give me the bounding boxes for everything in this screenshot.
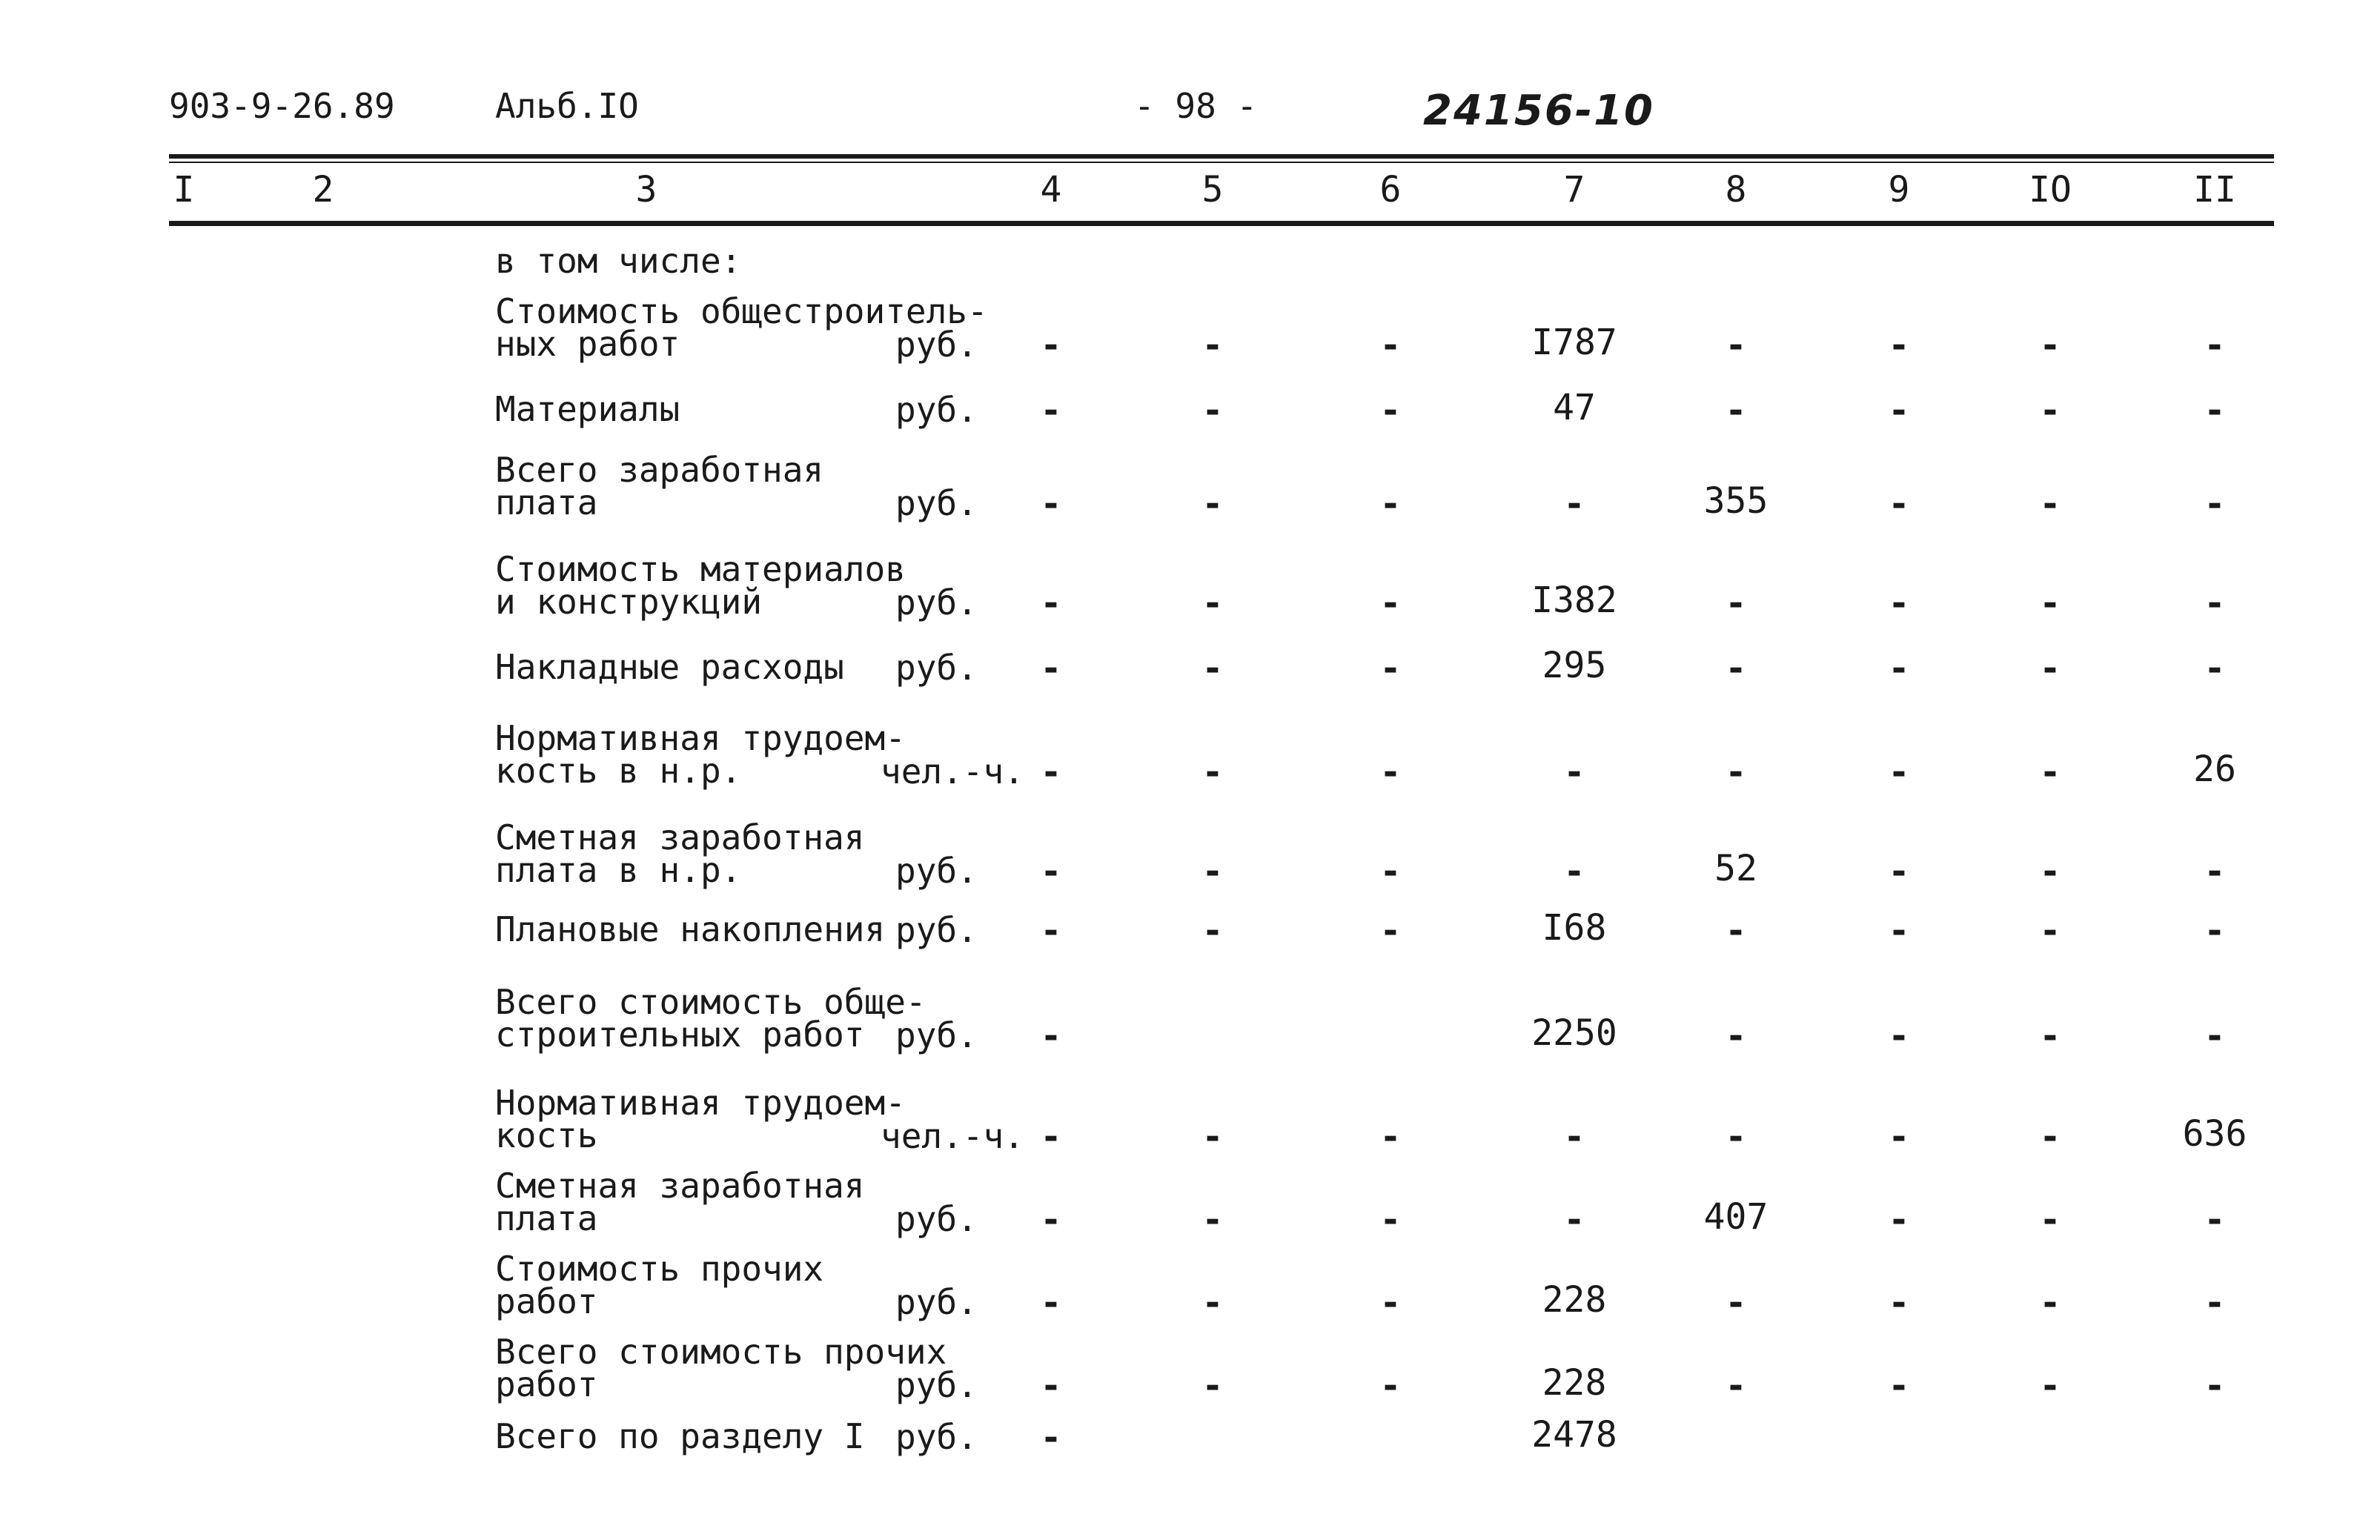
row-label: Стоимость общестроитель- bbox=[495, 291, 988, 331]
empty-cell-dash: - bbox=[1040, 1282, 1062, 1324]
empty-cell-dash: - bbox=[2204, 390, 2226, 431]
empty-cell-dash: - bbox=[1888, 483, 1910, 525]
column-number-10: IO bbox=[2029, 169, 2072, 210]
empty-cell-dash: - bbox=[1201, 583, 1224, 624]
empty-cell-dash: - bbox=[1725, 1015, 1747, 1057]
row-label: Всего стоимость прочих bbox=[495, 1332, 947, 1372]
row-unit: руб. bbox=[895, 325, 978, 365]
empty-cell-dash: - bbox=[1725, 1365, 1747, 1407]
row-unit: руб. bbox=[895, 1365, 978, 1405]
empty-cell-dash: - bbox=[1379, 648, 1402, 689]
row-label: Накладные расходы bbox=[495, 647, 844, 687]
empty-cell-dash: - bbox=[1040, 1199, 1062, 1241]
row-unit: руб. bbox=[895, 910, 978, 950]
handwritten-number: 24156-10 bbox=[1423, 87, 1654, 135]
header-bottom-rule bbox=[169, 221, 2274, 226]
empty-cell-dash: - bbox=[1379, 583, 1402, 624]
empty-cell-dash: - bbox=[1201, 1199, 1224, 1241]
album-number: Альб.IO bbox=[495, 86, 639, 126]
empty-cell-dash: - bbox=[2039, 751, 2061, 793]
empty-cell-dash: - bbox=[1379, 1365, 1402, 1407]
row-label: Всего заработная bbox=[495, 450, 824, 490]
empty-cell-dash: - bbox=[1040, 325, 1062, 366]
empty-cell-dash: - bbox=[1725, 910, 1747, 952]
table-cell-value: 228 bbox=[1542, 1362, 1607, 1404]
row-unit: чел.-ч. bbox=[881, 1116, 1024, 1156]
empty-cell-dash: - bbox=[2039, 648, 2061, 689]
table-cell-value: I787 bbox=[1531, 322, 1617, 363]
empty-cell-dash: - bbox=[1040, 390, 1062, 431]
empty-cell-dash: - bbox=[1201, 325, 1224, 366]
empty-cell-dash: - bbox=[1563, 851, 1585, 892]
empty-cell-dash: - bbox=[1379, 325, 1402, 366]
row-label: работ bbox=[495, 1281, 598, 1321]
row-unit: руб. bbox=[895, 483, 978, 523]
table-cell-value: 228 bbox=[1542, 1279, 1607, 1321]
empty-cell-dash: - bbox=[1888, 325, 1910, 366]
row-unit: руб. bbox=[895, 1282, 978, 1322]
empty-cell-dash: - bbox=[1725, 390, 1747, 431]
column-number-7: 7 bbox=[1563, 169, 1585, 210]
empty-cell-dash: - bbox=[1725, 648, 1747, 689]
column-number-8: 8 bbox=[1725, 169, 1747, 210]
table-cell-value: 47 bbox=[1553, 387, 1596, 428]
row-label: Всего стоимость обще- bbox=[495, 982, 927, 1022]
row-label: строительных работ bbox=[495, 1015, 865, 1055]
empty-cell-dash: - bbox=[1725, 583, 1747, 624]
empty-cell-dash: - bbox=[1379, 483, 1402, 525]
empty-cell-dash: - bbox=[1201, 1116, 1224, 1158]
table-cell-value: 2250 bbox=[1531, 1012, 1617, 1054]
empty-cell-dash: - bbox=[2204, 325, 2226, 366]
empty-cell-dash: - bbox=[2039, 851, 2061, 892]
empty-cell-dash: - bbox=[1201, 851, 1224, 892]
empty-cell-dash: - bbox=[1888, 1199, 1910, 1241]
page-number: - 98 - bbox=[1134, 86, 1258, 126]
empty-cell-dash: - bbox=[1201, 390, 1224, 431]
empty-cell-dash: - bbox=[1725, 1282, 1747, 1324]
empty-cell-dash: - bbox=[1379, 910, 1402, 952]
empty-cell-dash: - bbox=[2204, 483, 2226, 525]
row-unit: руб. bbox=[895, 1199, 978, 1239]
empty-cell-dash: - bbox=[2204, 1282, 2226, 1324]
empty-cell-dash: - bbox=[1379, 390, 1402, 431]
row-label: Нормативная трудоем- bbox=[495, 718, 906, 758]
row-label: кость в н.р. bbox=[495, 751, 742, 791]
empty-cell-dash: - bbox=[1888, 1116, 1910, 1158]
empty-cell-dash: - bbox=[2039, 1282, 2061, 1324]
table-cell-value: 295 bbox=[1542, 645, 1607, 686]
table-cell-value: 2478 bbox=[1531, 1414, 1617, 1456]
row-label: Стоимость прочих bbox=[495, 1249, 824, 1289]
empty-cell-dash: - bbox=[1379, 1282, 1402, 1324]
empty-cell-dash: - bbox=[1725, 1116, 1747, 1158]
table-cell-value: 26 bbox=[2193, 749, 2236, 790]
empty-cell-dash: - bbox=[1888, 390, 1910, 431]
empty-cell-dash: - bbox=[1888, 751, 1910, 793]
empty-cell-dash: - bbox=[2204, 851, 2226, 892]
empty-cell-dash: - bbox=[1563, 483, 1585, 525]
table-top-rule bbox=[169, 154, 2274, 159]
row-label: плата bbox=[495, 1198, 598, 1238]
empty-cell-dash: - bbox=[1040, 1116, 1062, 1158]
row-label: Плановые накопления bbox=[495, 909, 886, 949]
empty-cell-dash: - bbox=[1201, 1365, 1224, 1407]
row-label: Сметная заработная bbox=[495, 1166, 865, 1206]
empty-cell-dash: - bbox=[1201, 483, 1224, 525]
row-label: Материалы bbox=[495, 389, 680, 429]
empty-cell-dash: - bbox=[1040, 910, 1062, 952]
empty-cell-dash: - bbox=[1725, 751, 1747, 793]
empty-cell-dash: - bbox=[1201, 751, 1224, 793]
table-cell-value: I382 bbox=[1531, 580, 1617, 621]
empty-cell-dash: - bbox=[1379, 751, 1402, 793]
column-number-1: I bbox=[173, 169, 195, 210]
empty-cell-dash: - bbox=[2039, 325, 2061, 366]
empty-cell-dash: - bbox=[1201, 1282, 1224, 1324]
empty-cell-dash: - bbox=[1379, 1116, 1402, 1158]
empty-cell-dash: - bbox=[1040, 1015, 1062, 1057]
empty-cell-dash: - bbox=[2039, 390, 2061, 431]
empty-cell-dash: - bbox=[2204, 910, 2226, 952]
empty-cell-dash: - bbox=[2039, 1116, 2061, 1158]
subheading: в том числе: bbox=[495, 241, 742, 281]
empty-cell-dash: - bbox=[1563, 1116, 1585, 1158]
row-unit: руб. bbox=[895, 648, 978, 688]
row-label: работ bbox=[495, 1364, 598, 1404]
empty-cell-dash: - bbox=[1888, 1365, 1910, 1407]
empty-cell-dash: - bbox=[1888, 851, 1910, 892]
empty-cell-dash: - bbox=[2204, 1015, 2226, 1057]
column-number-11: II bbox=[2193, 169, 2236, 210]
empty-cell-dash: - bbox=[2204, 1199, 2226, 1241]
row-label: Сметная заработная bbox=[495, 817, 865, 857]
empty-cell-dash: - bbox=[1201, 648, 1224, 689]
empty-cell-dash: - bbox=[2204, 1365, 2226, 1407]
empty-cell-dash: - bbox=[1725, 325, 1747, 366]
empty-cell-dash: - bbox=[2039, 483, 2061, 525]
empty-cell-dash: - bbox=[2039, 910, 2061, 952]
empty-cell-dash: - bbox=[1888, 648, 1910, 689]
row-label: кость bbox=[495, 1115, 598, 1155]
row-unit: руб. bbox=[895, 1015, 978, 1055]
empty-cell-dash: - bbox=[1563, 751, 1585, 793]
row-label: Нормативная трудоем- bbox=[495, 1083, 906, 1123]
table-cell-value: I68 bbox=[1542, 907, 1607, 949]
empty-cell-dash: - bbox=[2039, 583, 2061, 624]
empty-cell-dash: - bbox=[1040, 1417, 1062, 1458]
empty-cell-dash: - bbox=[2039, 1199, 2061, 1241]
column-number-3: 3 bbox=[635, 169, 657, 210]
empty-cell-dash: - bbox=[2204, 648, 2226, 689]
row-label: ных работ bbox=[495, 324, 680, 364]
column-number-4: 4 bbox=[1040, 169, 1062, 210]
empty-cell-dash: - bbox=[1888, 1282, 1910, 1324]
empty-cell-dash: - bbox=[1040, 1365, 1062, 1407]
empty-cell-dash: - bbox=[1040, 851, 1062, 892]
empty-cell-dash: - bbox=[1563, 1199, 1585, 1241]
row-unit: руб. bbox=[895, 851, 978, 891]
row-label: и конструкций bbox=[495, 582, 763, 622]
empty-cell-dash: - bbox=[1888, 583, 1910, 624]
table-cell-value: 636 bbox=[2182, 1113, 2247, 1155]
document-code: 903-9-26.89 bbox=[169, 86, 395, 126]
empty-cell-dash: - bbox=[2039, 1015, 2061, 1057]
table-cell-value: 407 bbox=[1703, 1196, 1769, 1238]
row-unit: руб. bbox=[895, 1417, 978, 1457]
row-unit: руб. bbox=[895, 390, 978, 430]
empty-cell-dash: - bbox=[1888, 910, 1910, 952]
row-label: Стоимость материалов bbox=[495, 549, 906, 589]
row-unit: руб. bbox=[895, 583, 978, 623]
empty-cell-dash: - bbox=[1040, 583, 1062, 624]
empty-cell-dash: - bbox=[1379, 1199, 1402, 1241]
column-number-2: 2 bbox=[312, 169, 334, 210]
column-number-9: 9 bbox=[1888, 169, 1910, 210]
table-cell-value: 52 bbox=[1714, 848, 1757, 889]
empty-cell-dash: - bbox=[1379, 851, 1402, 892]
empty-cell-dash: - bbox=[2039, 1365, 2061, 1407]
row-unit: чел.-ч. bbox=[881, 751, 1024, 791]
empty-cell-dash: - bbox=[1888, 1015, 1910, 1057]
empty-cell-dash: - bbox=[1040, 483, 1062, 525]
table-top-rule-thin bbox=[169, 162, 2274, 163]
column-number-5: 5 bbox=[1201, 169, 1224, 210]
table-cell-value: 355 bbox=[1703, 480, 1769, 522]
empty-cell-dash: - bbox=[2204, 583, 2226, 624]
row-label: плата в н.р. bbox=[495, 850, 742, 890]
row-label: Всего по разделу I bbox=[495, 1416, 865, 1456]
empty-cell-dash: - bbox=[1040, 751, 1062, 793]
empty-cell-dash: - bbox=[1201, 910, 1224, 952]
empty-cell-dash: - bbox=[1040, 648, 1062, 689]
column-number-6: 6 bbox=[1379, 169, 1402, 210]
row-label: плата bbox=[495, 482, 598, 522]
